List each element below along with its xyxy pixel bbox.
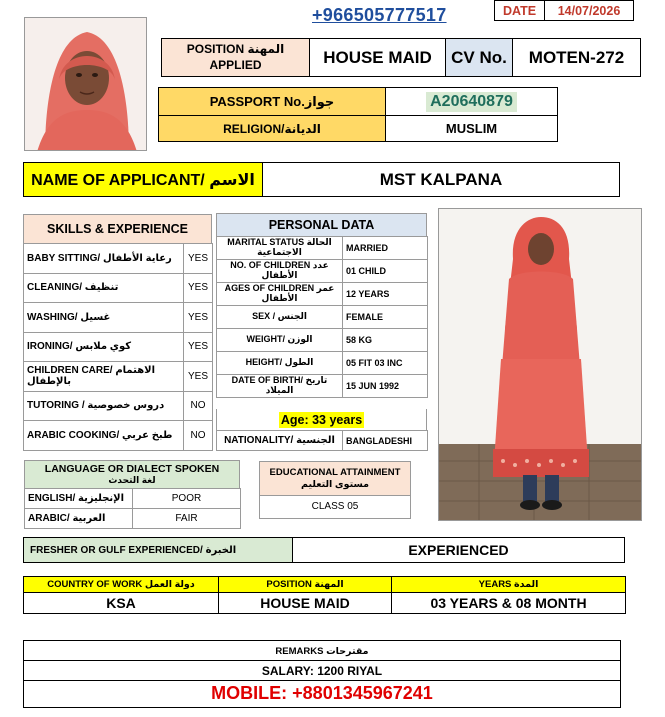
skill-row <box>24 303 213 333</box>
personal-value: 01 CHILD <box>343 260 428 283</box>
skill-label: WASHING/ غسيل <box>24 303 184 333</box>
full-body-image <box>439 209 642 521</box>
experience-label: FRESHER OR GULF EXPERIENCED/ الخبرة <box>23 537 293 563</box>
skill-row <box>24 421 213 451</box>
skill-label: TUTORING / دروس خصوصية <box>24 391 184 421</box>
personal-row <box>217 283 428 306</box>
personal-label: NO. OF CHILDREN عدد الأطفال <box>217 260 343 283</box>
applicant-portrait-photo <box>24 17 147 151</box>
skill-label: IRONING/ كوي ملابس <box>24 332 184 362</box>
language-title: LANGUAGE OR DIALECT SPOKEN <box>44 462 220 475</box>
personal-label: SEX / الجنس <box>217 306 343 329</box>
language-table <box>24 488 241 529</box>
personal-label: HEIGHT/ الطول <box>217 352 343 375</box>
age-value: Age: 33 years <box>280 413 363 427</box>
age-row <box>216 409 427 431</box>
skill-value: YES <box>184 362 213 392</box>
personal-value: MARRIED <box>343 237 428 260</box>
personal-row <box>217 329 428 352</box>
skill-value: YES <box>184 273 213 303</box>
religion-label: RELIGION/الديانة <box>158 115 386 142</box>
work-position-label: POSITION المهنة <box>218 576 392 593</box>
skill-label: BABY SITTING/ رعاية الأطفال <box>24 244 184 274</box>
education-value: CLASS 05 <box>259 495 411 519</box>
personal-value: 58 KG <box>343 329 428 352</box>
agency-phone: +966505777517 <box>312 5 447 25</box>
personal-label: AGES OF CHILDREN عمر الأطفال <box>217 283 343 306</box>
skill-value: YES <box>184 332 213 362</box>
skill-row <box>24 391 213 421</box>
personal-row <box>217 375 428 398</box>
personal-value: FEMALE <box>343 306 428 329</box>
cv-label: CV No. <box>445 38 513 77</box>
skill-row <box>24 273 213 303</box>
applicant-name-value: MST KALPANA <box>262 162 620 197</box>
remarks-title: REMARKS مقترحات <box>23 640 621 661</box>
date-value: 14/07/2026 <box>557 3 621 18</box>
personal-row <box>217 260 428 283</box>
passport-value-cell <box>385 87 558 116</box>
personal-row <box>217 237 428 260</box>
position-value: HOUSE MAID <box>309 38 446 77</box>
personal-title: PERSONAL DATA <box>216 213 427 237</box>
remarks-salary: SALARY: 1200 RIYAL <box>23 660 621 681</box>
work-country-label: COUNTRY OF WORK دولة العمل <box>23 576 219 593</box>
religion-value: MUSLIM <box>385 115 558 142</box>
education-title: EDUCATIONAL ATTAINMENT <box>269 466 401 478</box>
education-title-ar: مستوى التعليم <box>301 478 369 490</box>
personal-value: 05 FIT 03 INC <box>343 352 428 375</box>
remarks-mobile: MOBILE: +8801345967241 <box>23 680 621 708</box>
nationality-value: BANGLADESHI <box>343 431 428 451</box>
skill-row <box>24 244 213 274</box>
nationality-table <box>216 430 428 451</box>
personal-value: 15 JUN 1992 <box>343 375 428 398</box>
cv-value: MOTEN-272 <box>512 38 641 77</box>
language-label: ENGLISH/ الإنجليزية <box>25 489 133 509</box>
skill-value: NO <box>184 391 213 421</box>
skill-row <box>24 362 213 392</box>
skills-title: SKILLS & EXPERIENCE <box>23 214 212 244</box>
skill-label: ARABIC COOKING/ طبخ عربي <box>24 421 184 451</box>
applicant-full-body-photo <box>438 208 642 521</box>
portrait-image <box>25 18 147 151</box>
personal-table <box>216 236 428 398</box>
language-level: FAIR <box>133 509 241 529</box>
personal-label: WEIGHT/ الوزن <box>217 329 343 352</box>
work-years-value: 03 YEARS & 08 MONTH <box>391 592 626 614</box>
education-title-cell <box>259 461 411 496</box>
personal-row <box>217 352 428 375</box>
personal-label: MARITAL STATUS الحالة الاجتماعية <box>217 237 343 260</box>
skill-value: NO <box>184 421 213 451</box>
personal-label: DATE OF BIRTH/ تاريخ الميلاد <box>217 375 343 398</box>
experience-value: EXPERIENCED <box>292 537 625 563</box>
skill-row <box>24 332 213 362</box>
work-position-value: HOUSE MAID <box>218 592 392 614</box>
skill-value: YES <box>184 244 213 274</box>
personal-row <box>217 306 428 329</box>
skill-label: CLEANING/ تنظيف <box>24 273 184 303</box>
nationality-label: NATIONALITY/ الجنسية <box>217 431 343 451</box>
date-label: DATE <box>495 1 545 20</box>
language-level: POOR <box>133 489 241 509</box>
work-years-label: YEARS المدة <box>391 576 626 593</box>
date-box <box>494 0 634 21</box>
language-row <box>25 489 241 509</box>
passport-label: PASSPORT No.جواز <box>158 87 386 116</box>
language-title-ar: لغة التحدث <box>108 475 156 486</box>
language-row <box>25 509 241 529</box>
position-label: POSITION المهنة APPLIED <box>161 38 310 77</box>
language-label: ARABIC/ العربية <box>25 509 133 529</box>
applicant-name-label: NAME OF APPLICANT/ الاسم <box>23 162 263 197</box>
passport-value: A20640879 <box>426 92 517 112</box>
skill-label: CHILDREN CARE/ الاهتمام بالإطفال <box>24 362 184 392</box>
language-title-cell <box>24 460 240 489</box>
skills-table <box>23 243 213 451</box>
skill-value: YES <box>184 303 213 333</box>
work-country-value: KSA <box>23 592 219 614</box>
personal-value: 12 YEARS <box>343 283 428 306</box>
